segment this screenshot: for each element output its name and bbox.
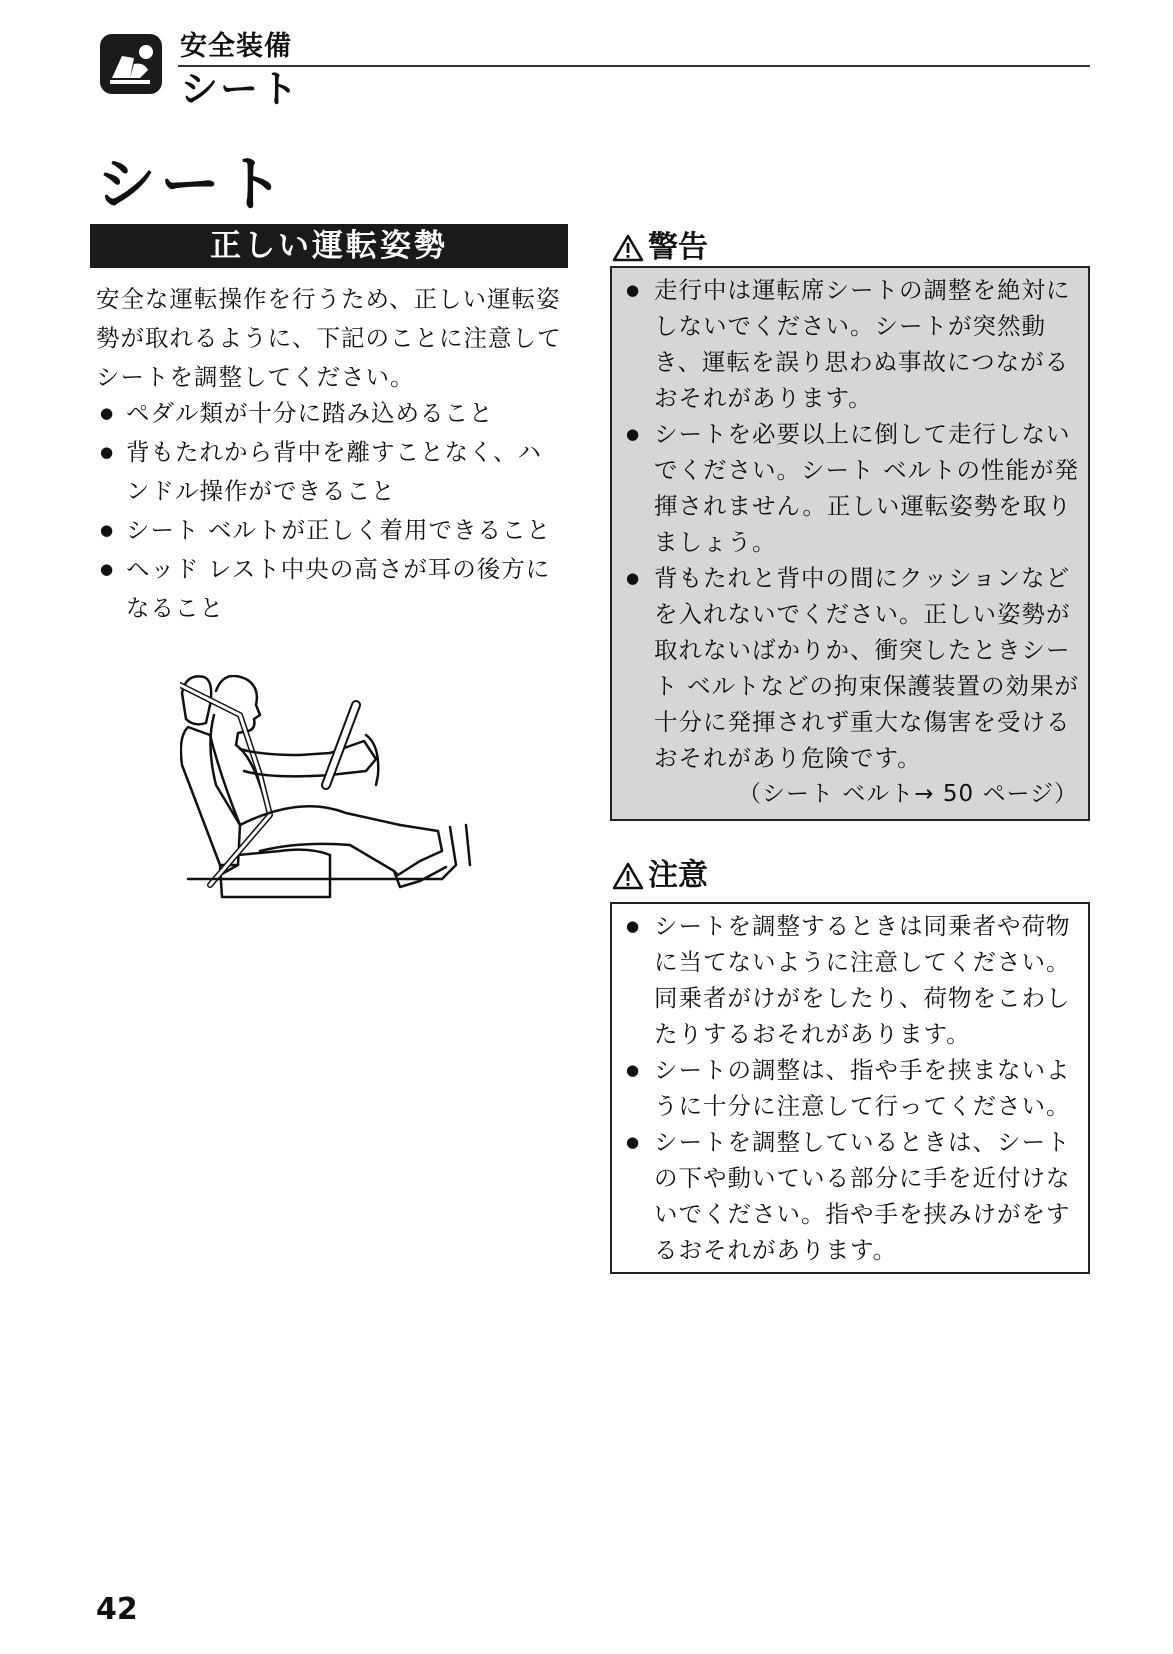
checklist-item: ● ペダル類が十分に踏み込めること (96, 394, 566, 433)
warning-title: 警告 (648, 230, 708, 265)
header-chapter: シート (180, 67, 301, 111)
section-heading: 正しい運転姿勢 (90, 224, 568, 268)
warning-item: ● シートを必要以上に倒して走行しないでください。シート ベルトの性能が発揮されません。正しい運転姿勢を取りましょう。 (624, 416, 1080, 560)
caution-box (610, 902, 1090, 1274)
caution-item: ● シートを調整しているときは、シートの下や動いている部分に手を近付けないでください。指や手を挟みけがをするおそれがあります。 (624, 1124, 1080, 1268)
warning-heading (612, 228, 708, 268)
header-rule (178, 65, 1090, 67)
page-title: シート (96, 150, 288, 220)
airbag-seat-icon (100, 34, 162, 94)
checklist-item: ● シート ベルトが正しく着用できること (96, 511, 566, 550)
posture-checklist (96, 394, 566, 628)
page-number: 42 (96, 1592, 138, 1627)
caution-item: ● シートを調整するときは同乗者や荷物に当てないように注意してください。同乗者がけがをしたり、荷物をこわしたりするおそれがあります。 (624, 908, 1080, 1052)
header-section: 安全装備 (180, 31, 292, 62)
caution-heading (612, 856, 708, 896)
intro-text: 安全な運転操作を行うため、正しい運転姿勢が取れるように、下記のことに注意してシートを調整してください。 (96, 285, 562, 391)
caution-triangle-icon (612, 861, 644, 891)
caution-item: ● シートの調整は、指や手を挟まないように十分に注意して行ってください。 (624, 1052, 1080, 1124)
seatbelt-page-reference: （シート ベルト→ 50 ページ） (737, 781, 1078, 807)
caution-title: 注意 (648, 858, 708, 893)
checklist-item: ● 背もたれから背中を離すことなく、ハンドル操作ができること (96, 433, 566, 511)
warning-triangle-icon (612, 233, 644, 263)
warning-box (610, 266, 1090, 821)
driver-seated-posture-illustration (180, 675, 490, 955)
warning-item: ● 背もたれと背中の間にクッションなどを入れないでください。正しい姿勢が取れないばかりか、衝突したときシート ベルトなどの拘束保護装置の効果が十分に発揮されず重大な傷害を受けるおそれがあり危険です。 (624, 560, 1080, 776)
warning-item: ● 走行中は運転席シートの調整を絶対にしないでください。シートが突然動き、運転を誤り思わぬ事故につながるおそれがあります。 (624, 272, 1080, 416)
checklist-item: ● ヘッド レスト中央の高さが耳の後方になること (96, 550, 566, 628)
